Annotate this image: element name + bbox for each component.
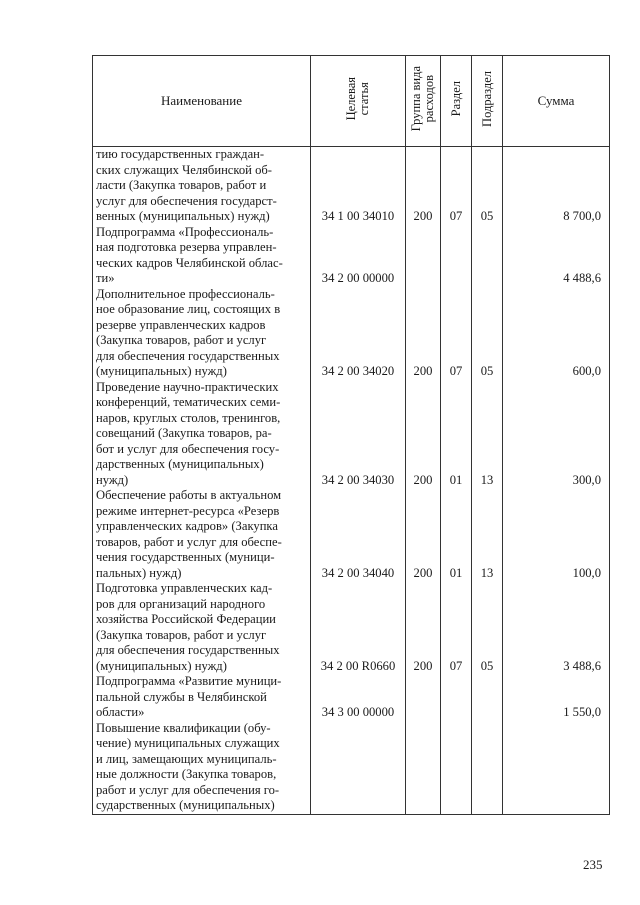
table-row: [93, 674, 610, 721]
header-subsection: Подраздел: [472, 56, 503, 147]
row-section: 01: [441, 380, 472, 489]
row-section: 01: [441, 488, 472, 581]
row-sum: 600,0: [503, 287, 610, 380]
table-row: [93, 225, 610, 287]
row-name: тию государственных граждан- ских служащих Челябинской об- ласти (Закупка товаров, работ и услуг для обеспечения государст- венных (муниципальных) нужд): [93, 147, 311, 225]
row-code: 34 2 00 00000: [311, 225, 406, 287]
header-group: Группа вида расходов: [406, 56, 441, 147]
table-row: [93, 380, 610, 489]
row-section: [441, 674, 472, 721]
header-code: Целевая статья: [311, 56, 406, 147]
row-subsection: [472, 721, 503, 815]
budget-table: [92, 55, 610, 815]
row-section: [441, 721, 472, 815]
row-sum: 100,0: [503, 488, 610, 581]
row-group: [406, 721, 441, 815]
row-group: [406, 225, 441, 287]
row-group: [406, 674, 441, 721]
row-sum: 300,0: [503, 380, 610, 489]
row-subsection: [472, 225, 503, 287]
row-subsection: 13: [472, 380, 503, 489]
table-row: [93, 147, 610, 225]
row-code: 34 2 00 34030: [311, 380, 406, 489]
row-subsection: 05: [472, 581, 503, 674]
row-group: 200: [406, 147, 441, 225]
table-row: [93, 287, 610, 380]
row-subsection: 05: [472, 147, 503, 225]
header-name: Наименование: [93, 56, 311, 147]
row-name: Проведение научно-практических конференций, тематических семи- наров, круглых столов, тренингов, совещаний (Закупка товаров, ра- бот и услуг для обеспечения госу- дарственных (муниципальных) нужд): [93, 380, 311, 489]
row-code: 34 2 00 34020: [311, 287, 406, 380]
row-name: Подпрограмма «Профессиональ- ная подготовка резерва управлен- ческих кадров Челябинской облас- ти»: [93, 225, 311, 287]
header-sum: Сумма: [503, 56, 610, 147]
row-code: 34 3 00 00000: [311, 674, 406, 721]
row-group: 200: [406, 287, 441, 380]
row-sum: 3 488,6: [503, 581, 610, 674]
page-number: 235: [583, 857, 603, 872]
row-name: Подготовка управленческих кад- ров для организаций народного хозяйства Российской Федерации (Закупка товаров, работ и услуг для обеспечения государственных (муниципальных) нужд): [93, 581, 311, 674]
row-name: Дополнительное профессиональ- ное образование лиц, состоящих в резерве управленческих кадров (Закупка товаров, работ и услуг для обеспечения государственных (муниципальных) нужд): [93, 287, 311, 380]
row-name: Повышение квалификации (обу- чение) муниципальных служащих и лиц, замещающих муниципаль- ные должности (Закупка товаров, работ и услуг для обеспечения го- сударственных (муниципальных): [93, 721, 311, 815]
row-group: 200: [406, 488, 441, 581]
row-name: Подпрограмма «Развитие муници- пальной службы в Челябинской области»: [93, 674, 311, 721]
row-section: 07: [441, 147, 472, 225]
table-row: [93, 581, 610, 674]
row-group: 200: [406, 581, 441, 674]
row-code: 34 1 00 34010: [311, 147, 406, 225]
row-sum: 8 700,0: [503, 147, 610, 225]
row-sum: [503, 721, 610, 815]
row-code: [311, 721, 406, 815]
table-row: [93, 488, 610, 581]
row-section: [441, 225, 472, 287]
row-section: 07: [441, 287, 472, 380]
row-subsection: 13: [472, 488, 503, 581]
row-group: 200: [406, 380, 441, 489]
table-row: [93, 721, 610, 815]
row-subsection: 05: [472, 287, 503, 380]
row-code: 34 2 00 34040: [311, 488, 406, 581]
table-header-row: [93, 56, 610, 147]
row-sum: 1 550,0: [503, 674, 610, 721]
row-subsection: [472, 674, 503, 721]
row-name: Обеспечение работы в актуальном режиме интернет-ресурса «Резерв управленческих кадров» (Закупка товаров, работ и услуг для обеспе- чения государственных (муници- пальных) нужд): [93, 488, 311, 581]
header-section: Раздел: [441, 56, 472, 147]
row-section: 07: [441, 581, 472, 674]
row-sum: 4 488,6: [503, 225, 610, 287]
row-code: 34 2 00 R0660: [311, 581, 406, 674]
